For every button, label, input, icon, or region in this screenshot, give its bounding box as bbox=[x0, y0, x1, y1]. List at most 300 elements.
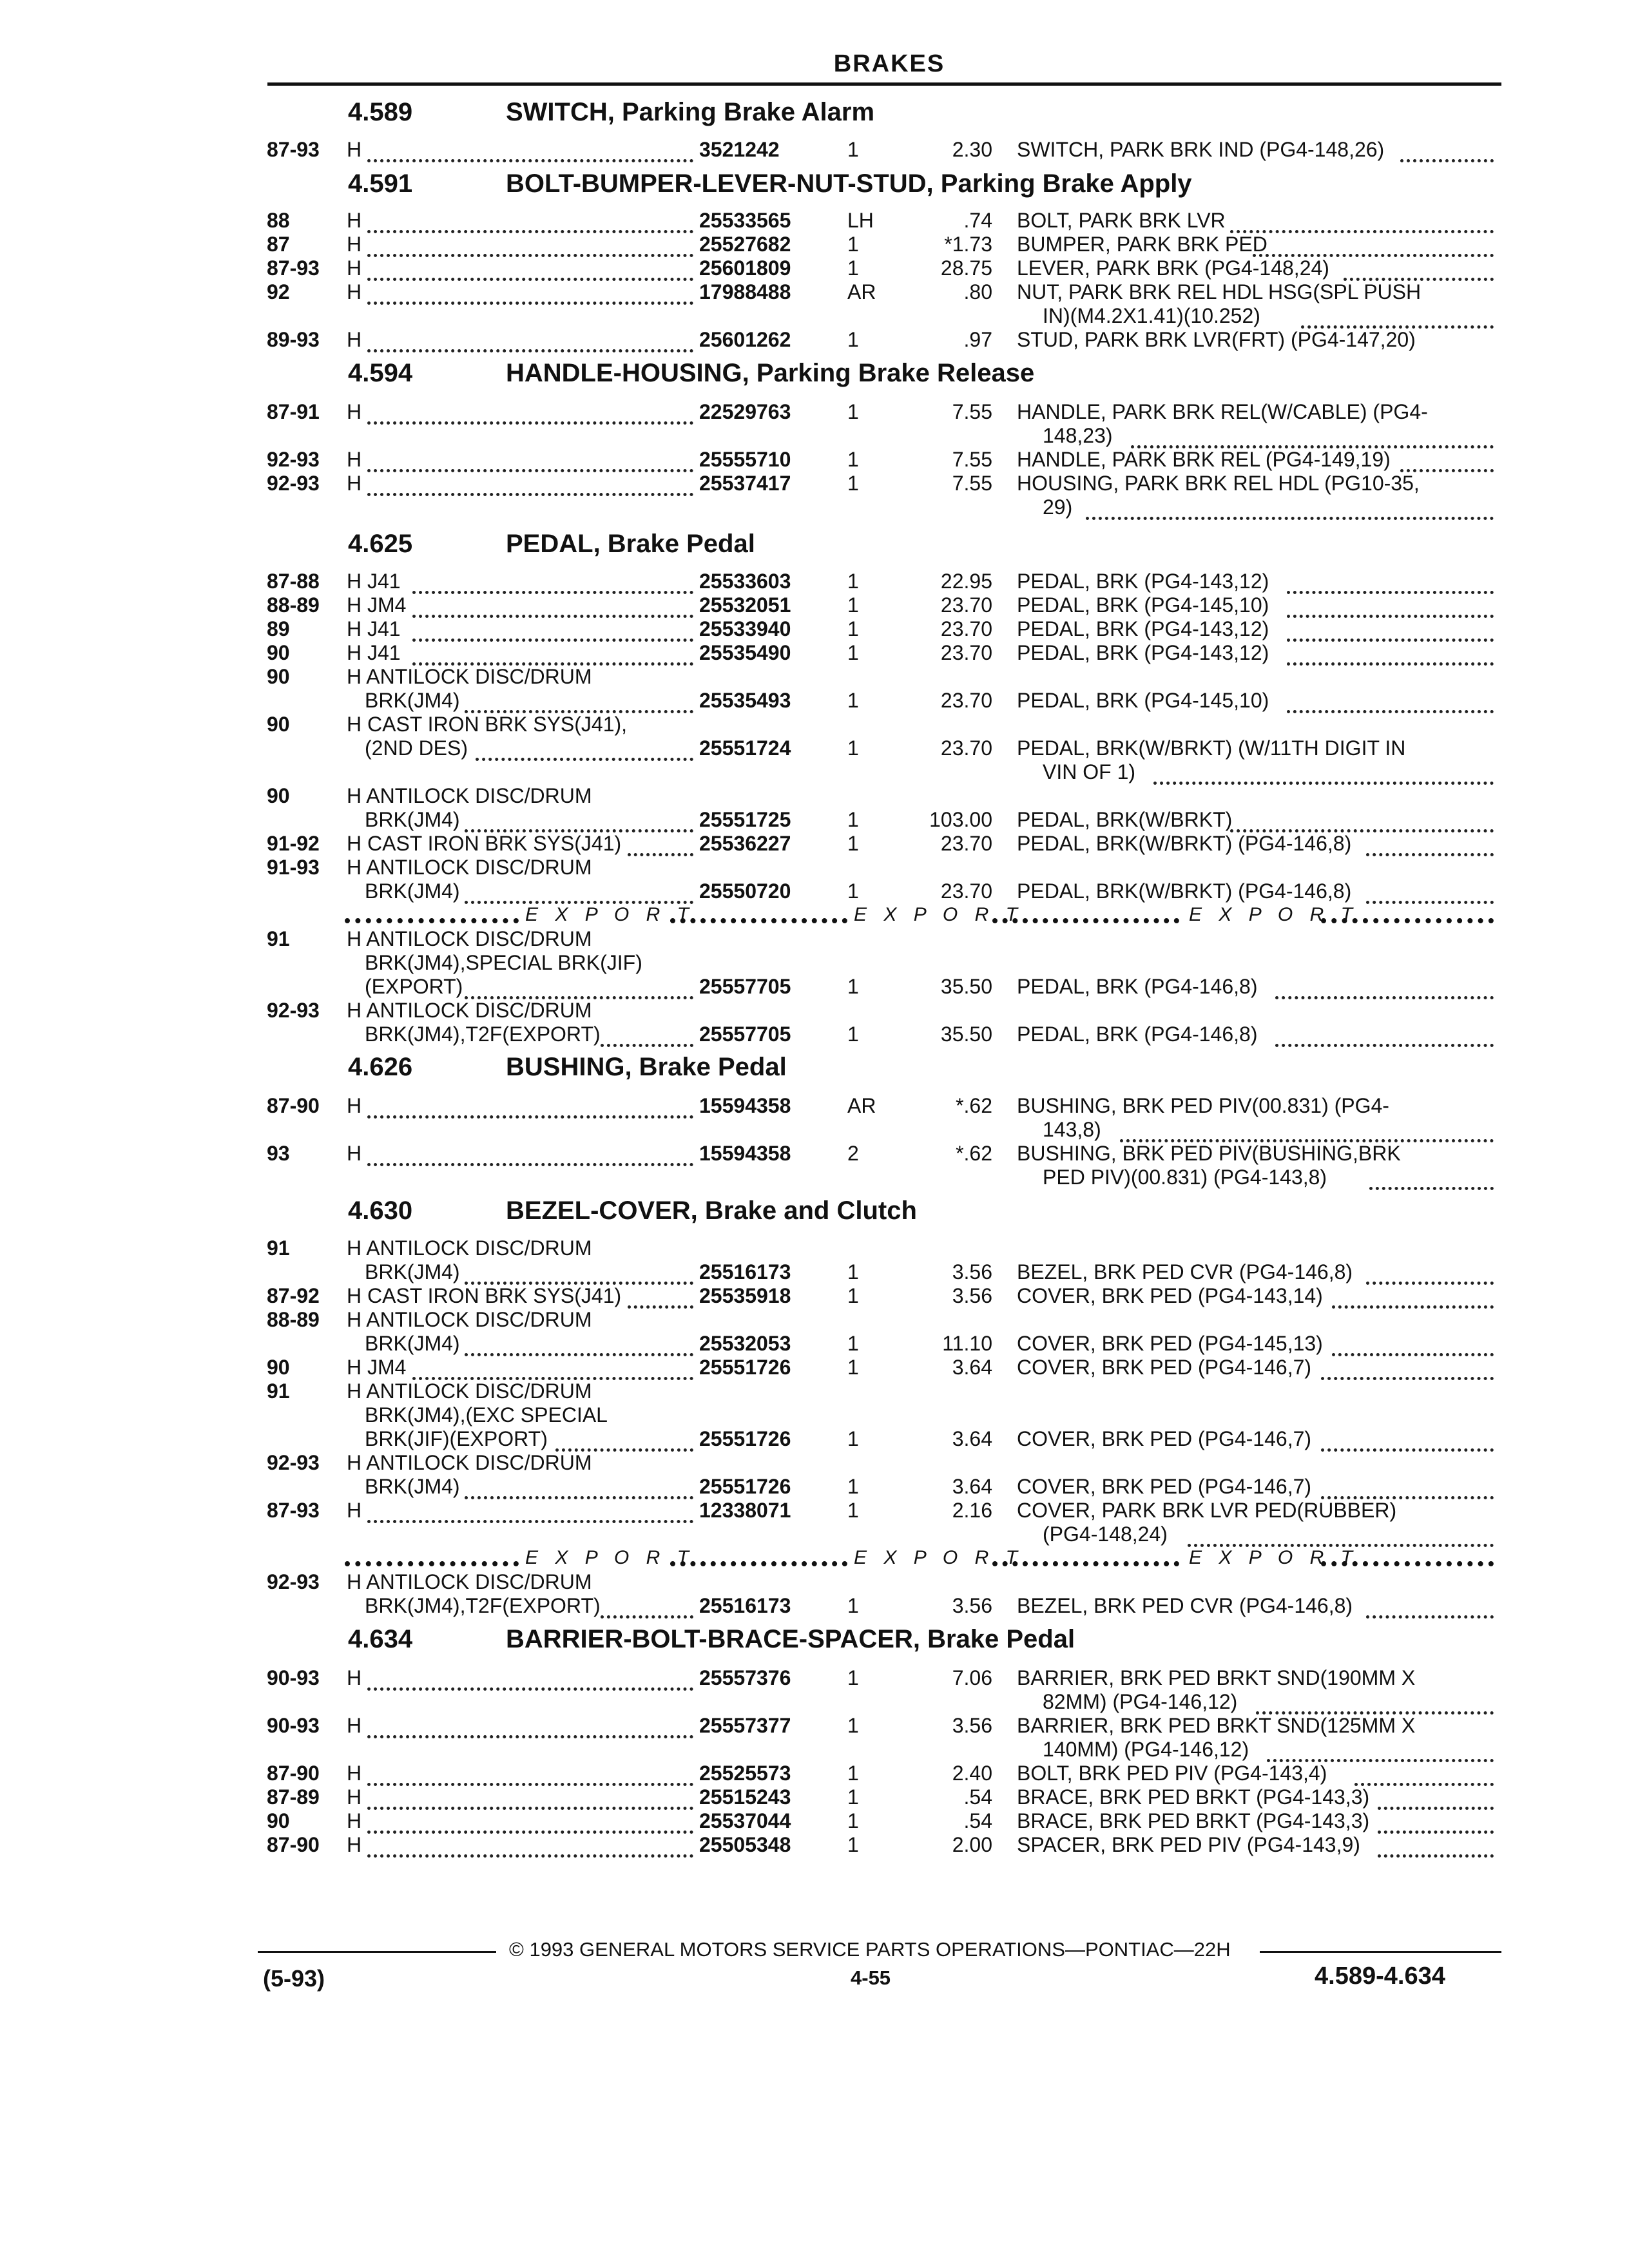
part-row bbox=[0, 1093, 1629, 1118]
detail-description: BUMPER, PARK BRK PED bbox=[1017, 233, 1268, 256]
part-row bbox=[0, 1427, 1629, 1451]
section-number: 4.625 bbox=[348, 530, 413, 558]
part-description: H ANTILOCK DISC/DRUM bbox=[347, 1570, 592, 1593]
dot-leader bbox=[1120, 1117, 1494, 1142]
part-row bbox=[0, 617, 1629, 641]
part-description: H bbox=[347, 280, 362, 303]
part-row bbox=[0, 1165, 1629, 1189]
quantity: 1 bbox=[847, 1499, 859, 1522]
dot-leader bbox=[1369, 1165, 1494, 1190]
quantity: 1 bbox=[847, 736, 859, 760]
detail-description: COVER, BRK PED (PG4-143,14) bbox=[1017, 1284, 1323, 1307]
dot-leader bbox=[465, 879, 693, 904]
detail-description: HANDLE, PARK BRK REL(W/CABLE) (PG4- bbox=[1017, 400, 1428, 423]
detail-description: COVER, BRK PED (PG4-146,7) bbox=[1017, 1475, 1312, 1498]
part-row bbox=[0, 232, 1629, 256]
quantity: 1 bbox=[847, 617, 859, 640]
section-heading bbox=[0, 1051, 1629, 1083]
detail-description: PEDAL, BRK (PG4-143,12) bbox=[1017, 570, 1269, 593]
quantity: 2 bbox=[847, 1142, 859, 1165]
quantity: 1 bbox=[847, 832, 859, 855]
part-description: BRK(JM4) bbox=[365, 1475, 460, 1498]
part-row bbox=[0, 1666, 1629, 1690]
model-years: 90 bbox=[267, 784, 290, 807]
dot-leader bbox=[367, 1713, 693, 1738]
part-row bbox=[0, 1283, 1629, 1308]
detail-description: COVER, PARK BRK LVR PED(RUBBER) bbox=[1017, 1499, 1397, 1522]
price: 28.75 bbox=[940, 256, 992, 280]
part-row bbox=[0, 593, 1629, 617]
dot-leader bbox=[367, 327, 693, 352]
part-description: H J41 bbox=[347, 617, 401, 640]
detail-description: BUSHING, BRK PED PIV(00.831) (PG4- bbox=[1017, 1094, 1389, 1117]
part-description: H bbox=[347, 1714, 362, 1737]
quantity: 1 bbox=[847, 472, 859, 495]
dot-leader bbox=[1366, 1593, 1494, 1619]
part-row bbox=[0, 640, 1629, 665]
model-years: 87-90 bbox=[267, 1833, 320, 1856]
model-years: 92-93 bbox=[267, 1451, 320, 1474]
part-description: H J41 bbox=[347, 641, 401, 664]
part-row bbox=[0, 807, 1629, 832]
part-description: H ANTILOCK DISC/DRUM bbox=[347, 927, 592, 950]
detail-description: PEDAL, BRK (PG4-145,10) bbox=[1017, 689, 1269, 712]
part-row bbox=[0, 1379, 1629, 1403]
part-description: H J41 bbox=[347, 570, 401, 593]
price: 23.70 bbox=[940, 593, 992, 617]
quantity: 1 bbox=[847, 1714, 859, 1737]
part-description: H bbox=[347, 233, 362, 256]
part-row bbox=[0, 1117, 1629, 1142]
detail-description: 29) bbox=[1043, 495, 1073, 519]
model-years: 89-93 bbox=[267, 328, 320, 351]
detail-description: PEDAL, BRK(W/BRKT) (W/11TH DIGIT IN bbox=[1017, 736, 1406, 760]
model-years: 92-93 bbox=[267, 448, 320, 471]
part-row bbox=[0, 831, 1629, 856]
part-description: H JM4 bbox=[347, 593, 407, 617]
footer-date: (5-93) bbox=[263, 1965, 325, 1992]
dot-leader bbox=[465, 807, 693, 832]
part-description: H bbox=[347, 1499, 362, 1522]
price: 3.64 bbox=[952, 1475, 992, 1498]
dot-leader bbox=[1321, 1474, 1494, 1499]
detail-description: COVER, BRK PED (PG4-146,7) bbox=[1017, 1356, 1312, 1379]
part-description: (2ND DES) bbox=[365, 736, 468, 760]
part-description: H JM4 bbox=[347, 1356, 407, 1379]
dot-leader bbox=[476, 736, 693, 761]
section-heading bbox=[0, 528, 1629, 560]
detail-description: 82MM) (PG4-146,12) bbox=[1043, 1690, 1238, 1713]
quantity: 1 bbox=[847, 1356, 859, 1379]
dot-leader bbox=[555, 1427, 693, 1452]
export-marker: E X P O R T bbox=[525, 904, 695, 925]
dot-leader bbox=[367, 1761, 693, 1786]
part-row bbox=[0, 1713, 1629, 1738]
section-number: 4.591 bbox=[348, 169, 413, 198]
dot-leader bbox=[367, 471, 693, 496]
price: 2.30 bbox=[952, 138, 992, 161]
part-row bbox=[0, 280, 1629, 304]
price: 7.55 bbox=[952, 400, 992, 423]
quantity: 1 bbox=[847, 448, 859, 471]
model-years: 92 bbox=[267, 280, 290, 303]
part-number: 25505348 bbox=[699, 1833, 791, 1856]
dot-leader bbox=[412, 569, 693, 594]
dot-leader bbox=[1321, 1427, 1494, 1452]
dot-leader bbox=[1366, 1260, 1494, 1285]
part-description: BRK(JM4),T2F(EXPORT) bbox=[365, 1594, 601, 1617]
dot-leader bbox=[1400, 137, 1494, 162]
section-heading bbox=[0, 1623, 1629, 1655]
model-years: 91 bbox=[267, 1379, 290, 1403]
price: 7.55 bbox=[952, 472, 992, 495]
quantity: 1 bbox=[847, 570, 859, 593]
detail-description: 140MM) (PG4-146,12) bbox=[1043, 1738, 1249, 1761]
dot-leader bbox=[367, 208, 693, 233]
model-years: 92-93 bbox=[267, 472, 320, 495]
price: 2.00 bbox=[952, 1833, 992, 1856]
part-number: 15594358 bbox=[699, 1142, 791, 1165]
part-description: H bbox=[347, 1833, 362, 1856]
dot-leader bbox=[1400, 447, 1494, 472]
part-number: 22529763 bbox=[699, 400, 791, 423]
dot-leader bbox=[1287, 593, 1494, 618]
part-row bbox=[0, 1737, 1629, 1762]
price: 3.56 bbox=[952, 1284, 992, 1307]
quantity: 1 bbox=[847, 138, 859, 161]
part-number: 12338071 bbox=[699, 1499, 791, 1522]
price: *.62 bbox=[956, 1142, 992, 1165]
part-number: 25535490 bbox=[699, 641, 791, 664]
part-description: H ANTILOCK DISC/DRUM bbox=[347, 665, 592, 688]
section-title: BOLT-BUMPER-LEVER-NUT-STUD, Parking Brake Apply bbox=[506, 169, 1192, 198]
dot-leader bbox=[1378, 1809, 1494, 1834]
detail-description: BEZEL, BRK PED CVR (PG4-146,8) bbox=[1017, 1594, 1353, 1617]
part-description: H bbox=[347, 448, 362, 471]
export-marker: E X P O R T bbox=[1189, 1547, 1358, 1568]
section-title: HANDLE-HOUSING, Parking Brake Release bbox=[506, 359, 1035, 387]
part-row bbox=[0, 783, 1629, 808]
part-row bbox=[0, 1522, 1629, 1546]
detail-description: PEDAL, BRK (PG4-146,8) bbox=[1017, 1023, 1258, 1046]
dot-leader bbox=[601, 1593, 693, 1619]
detail-description: PEDAL, BRK(W/BRKT) bbox=[1017, 808, 1233, 831]
dot-leader bbox=[367, 1809, 693, 1834]
part-description: H bbox=[347, 1785, 362, 1809]
detail-description: PEDAL, BRK(W/BRKT) (PG4-146,8) bbox=[1017, 832, 1352, 855]
price: 103.00 bbox=[929, 808, 992, 831]
quantity: 1 bbox=[847, 1427, 859, 1450]
dot-leader bbox=[465, 1331, 693, 1356]
price: 23.70 bbox=[940, 736, 992, 760]
footer-rule-left bbox=[258, 1951, 496, 1953]
model-years: 87 bbox=[267, 233, 290, 256]
model-years: 88-89 bbox=[267, 1308, 320, 1331]
model-years: 91-93 bbox=[267, 856, 320, 879]
dot-leader bbox=[1131, 423, 1494, 448]
model-years: 87-90 bbox=[267, 1094, 320, 1117]
part-description: H ANTILOCK DISC/DRUM bbox=[347, 1451, 592, 1474]
dot-leader bbox=[412, 1355, 693, 1380]
dot-leader bbox=[601, 1022, 693, 1047]
price: .54 bbox=[963, 1785, 992, 1809]
price: .80 bbox=[963, 280, 992, 303]
part-description: BRK(JM4) bbox=[365, 1260, 460, 1283]
dot-leader bbox=[367, 280, 693, 305]
header-rule bbox=[267, 82, 1501, 86]
quantity: 1 bbox=[847, 1666, 859, 1689]
section-title: SWITCH, Parking Brake Alarm bbox=[506, 98, 875, 126]
footer-page-number: 4-55 bbox=[851, 1966, 891, 1989]
dot-leader bbox=[465, 1260, 693, 1285]
part-description: H bbox=[347, 400, 362, 423]
quantity: 1 bbox=[847, 1809, 859, 1832]
model-years: 90 bbox=[267, 641, 290, 664]
quantity: 1 bbox=[847, 1762, 859, 1785]
part-row bbox=[0, 974, 1629, 999]
section-heading bbox=[0, 96, 1629, 128]
detail-description: SPACER, BRK PED PIV (PG4-143,9) bbox=[1017, 1833, 1360, 1856]
part-row bbox=[0, 1141, 1629, 1166]
section-number: 4.630 bbox=[348, 1196, 413, 1225]
dot-leader bbox=[1267, 1737, 1494, 1762]
section-heading bbox=[0, 1195, 1629, 1227]
part-description: H bbox=[347, 1666, 362, 1689]
model-years: 90 bbox=[267, 665, 290, 688]
model-years: 90 bbox=[267, 713, 290, 736]
quantity: 1 bbox=[847, 1023, 859, 1046]
dot-leader bbox=[1256, 1689, 1494, 1715]
dot-leader bbox=[1344, 256, 1494, 281]
detail-description: COVER, BRK PED (PG4-146,7) bbox=[1017, 1427, 1312, 1450]
dot-leader bbox=[1287, 688, 1494, 713]
dot-leader bbox=[1366, 831, 1494, 856]
footer-copyright: © 1993 GENERAL MOTORS SERVICE PARTS OPERATIONS—PONTIAC—22H bbox=[509, 1938, 1231, 1961]
quantity: 1 bbox=[847, 1594, 859, 1617]
model-years: 90-93 bbox=[267, 1666, 320, 1689]
quantity: 1 bbox=[847, 256, 859, 280]
price: 3.64 bbox=[952, 1427, 992, 1450]
part-number: 25533603 bbox=[699, 570, 791, 593]
section-number: 4.589 bbox=[348, 98, 413, 126]
part-row bbox=[0, 1331, 1629, 1356]
detail-description: BARRIER, BRK PED BRKT SND(125MM X bbox=[1017, 1714, 1416, 1737]
dot-leader bbox=[367, 1832, 693, 1858]
part-description: H bbox=[347, 472, 362, 495]
part-row bbox=[0, 208, 1629, 233]
footer-section-range: 4.589-4.634 bbox=[1315, 1963, 1445, 1990]
quantity: 1 bbox=[847, 233, 859, 256]
quantity: 1 bbox=[847, 641, 859, 664]
export-separator bbox=[345, 904, 519, 923]
part-description: BRK(JM4) bbox=[365, 879, 460, 903]
part-number: 25515243 bbox=[699, 1785, 791, 1809]
part-row bbox=[0, 879, 1629, 903]
model-years: 87-90 bbox=[267, 1762, 320, 1785]
part-description: BRK(JM4),T2F(EXPORT) bbox=[365, 1023, 601, 1046]
price: 23.70 bbox=[940, 832, 992, 855]
part-row bbox=[0, 1809, 1629, 1833]
price: *1.73 bbox=[944, 233, 992, 256]
section-number: 4.594 bbox=[348, 359, 413, 387]
part-row bbox=[0, 1498, 1629, 1523]
dot-leader bbox=[1378, 1832, 1494, 1858]
price: 23.70 bbox=[940, 617, 992, 640]
price: .74 bbox=[963, 209, 992, 232]
detail-description: BUSHING, BRK PED PIV(BUSHING,BRK bbox=[1017, 1142, 1401, 1165]
detail-description: PEDAL, BRK(W/BRKT) (PG4-146,8) bbox=[1017, 879, 1352, 903]
price: 35.50 bbox=[940, 975, 992, 998]
dot-leader bbox=[1301, 303, 1494, 329]
part-row bbox=[0, 1260, 1629, 1284]
part-row bbox=[0, 569, 1629, 593]
quantity: 1 bbox=[847, 1475, 859, 1498]
model-years: 87-91 bbox=[267, 400, 320, 423]
price: 23.70 bbox=[940, 689, 992, 712]
price: 11.10 bbox=[942, 1332, 992, 1355]
detail-description: BRACE, BRK PED BRKT (PG4-143,3) bbox=[1017, 1809, 1370, 1832]
part-description: BRK(JM4),SPECIAL BRK(JIF) bbox=[365, 951, 642, 974]
part-description: H bbox=[347, 1142, 362, 1165]
part-description: (EXPORT) bbox=[365, 975, 463, 998]
part-description: H bbox=[347, 1809, 362, 1832]
part-row bbox=[0, 423, 1629, 448]
dot-leader bbox=[367, 1141, 693, 1166]
part-number: 25516173 bbox=[699, 1260, 791, 1283]
detail-description: PEDAL, BRK (PG4-143,12) bbox=[1017, 617, 1269, 640]
quantity: AR bbox=[847, 280, 876, 303]
part-row bbox=[0, 1785, 1629, 1809]
dot-leader bbox=[465, 688, 693, 713]
part-description: BRK(JM4) bbox=[365, 689, 460, 712]
part-row bbox=[0, 1307, 1629, 1332]
part-number: 25516173 bbox=[699, 1594, 791, 1617]
part-description: H ANTILOCK DISC/DRUM bbox=[347, 1379, 592, 1403]
detail-description: COVER, BRK PED (PG4-145,13) bbox=[1017, 1332, 1323, 1355]
model-years: 89 bbox=[267, 617, 290, 640]
part-description: H bbox=[347, 328, 362, 351]
dot-leader bbox=[1366, 879, 1494, 904]
model-years: 87-92 bbox=[267, 1284, 320, 1307]
dot-leader bbox=[1253, 232, 1494, 257]
model-years: 90 bbox=[267, 1356, 290, 1379]
part-description: H ANTILOCK DISC/DRUM bbox=[347, 1236, 592, 1260]
section-number: 4.626 bbox=[348, 1053, 413, 1081]
part-row bbox=[0, 950, 1629, 975]
part-row bbox=[0, 712, 1629, 736]
dot-leader bbox=[412, 640, 693, 666]
price: .97 bbox=[963, 328, 992, 351]
section-heading bbox=[0, 357, 1629, 389]
part-row bbox=[0, 327, 1629, 352]
part-description: H CAST IRON BRK SYS(J41) bbox=[347, 1284, 622, 1307]
dot-leader bbox=[367, 447, 693, 472]
quantity: 1 bbox=[847, 400, 859, 423]
price: 35.50 bbox=[940, 1023, 992, 1046]
footer-rule-right bbox=[1260, 1951, 1501, 1953]
dot-leader bbox=[367, 1785, 693, 1810]
part-number: 25601262 bbox=[699, 328, 791, 351]
quantity: 1 bbox=[847, 1785, 859, 1809]
quantity: 1 bbox=[847, 1284, 859, 1307]
dot-leader bbox=[465, 1474, 693, 1499]
part-number: 25533940 bbox=[699, 617, 791, 640]
price: 22.95 bbox=[940, 570, 992, 593]
part-row bbox=[0, 1689, 1629, 1714]
model-years: 87-89 bbox=[267, 1785, 320, 1809]
quantity: 1 bbox=[847, 689, 859, 712]
quantity: 1 bbox=[847, 879, 859, 903]
detail-description: BARRIER, BRK PED BRKT SND(190MM X bbox=[1017, 1666, 1416, 1689]
part-number: 25551724 bbox=[699, 736, 791, 760]
detail-description: (PG4-148,24) bbox=[1043, 1523, 1168, 1546]
part-number: 17988488 bbox=[699, 280, 791, 303]
detail-description: PEDAL, BRK (PG4-143,12) bbox=[1017, 641, 1269, 664]
part-number: 25557376 bbox=[699, 1666, 791, 1689]
part-row bbox=[0, 1022, 1629, 1046]
price: 3.56 bbox=[952, 1594, 992, 1617]
dot-leader bbox=[1230, 807, 1494, 832]
detail-description: PEDAL, BRK (PG4-146,8) bbox=[1017, 975, 1258, 998]
part-description: H bbox=[347, 138, 362, 161]
part-row bbox=[0, 471, 1629, 495]
model-years: 92-93 bbox=[267, 999, 320, 1022]
export-separator bbox=[345, 1547, 519, 1566]
price: 2.16 bbox=[952, 1499, 992, 1522]
quantity: 1 bbox=[847, 1833, 859, 1856]
export-separator bbox=[670, 904, 847, 923]
section-title: BEZEL-COVER, Brake and Clutch bbox=[506, 1196, 917, 1225]
detail-description: IN)(M4.2X1.41)(10.252) bbox=[1043, 304, 1260, 327]
dot-leader bbox=[628, 831, 693, 856]
dot-leader bbox=[367, 256, 693, 281]
part-row bbox=[0, 1403, 1629, 1427]
part-number: 25551725 bbox=[699, 808, 791, 831]
detail-description: PEDAL, BRK (PG4-145,10) bbox=[1017, 593, 1269, 617]
section-number: 4.634 bbox=[348, 1625, 413, 1653]
part-number: 3521242 bbox=[699, 138, 780, 161]
part-row bbox=[0, 1474, 1629, 1499]
dot-leader bbox=[367, 232, 693, 257]
part-number: 15594358 bbox=[699, 1094, 791, 1117]
model-years: 93 bbox=[267, 1142, 290, 1165]
price: 3.56 bbox=[952, 1260, 992, 1283]
model-years: 91 bbox=[267, 1236, 290, 1260]
export-marker: E X P O R T bbox=[854, 904, 1023, 925]
part-description: H bbox=[347, 1094, 362, 1117]
model-years: 90-93 bbox=[267, 1714, 320, 1737]
dot-leader bbox=[1287, 640, 1494, 666]
part-row bbox=[0, 1570, 1629, 1594]
section-title: PEDAL, Brake Pedal bbox=[506, 530, 755, 558]
part-row bbox=[0, 495, 1629, 519]
dot-leader bbox=[412, 593, 693, 618]
dot-leader bbox=[1321, 1355, 1494, 1380]
part-row bbox=[0, 1450, 1629, 1475]
part-row bbox=[0, 1761, 1629, 1785]
detail-description: 148,23) bbox=[1043, 424, 1113, 447]
quantity: AR bbox=[847, 1094, 876, 1117]
quantity: 1 bbox=[847, 328, 859, 351]
detail-description: 143,8) bbox=[1043, 1118, 1101, 1141]
part-description: BRK(JM4),(EXC SPECIAL bbox=[365, 1403, 608, 1427]
quantity: 1 bbox=[847, 808, 859, 831]
part-description: H CAST IRON BRK SYS(J41) bbox=[347, 832, 622, 855]
part-number: 25551726 bbox=[699, 1356, 791, 1379]
model-years: 87-93 bbox=[267, 1499, 320, 1522]
price: 23.70 bbox=[940, 641, 992, 664]
price: *.62 bbox=[956, 1094, 992, 1117]
